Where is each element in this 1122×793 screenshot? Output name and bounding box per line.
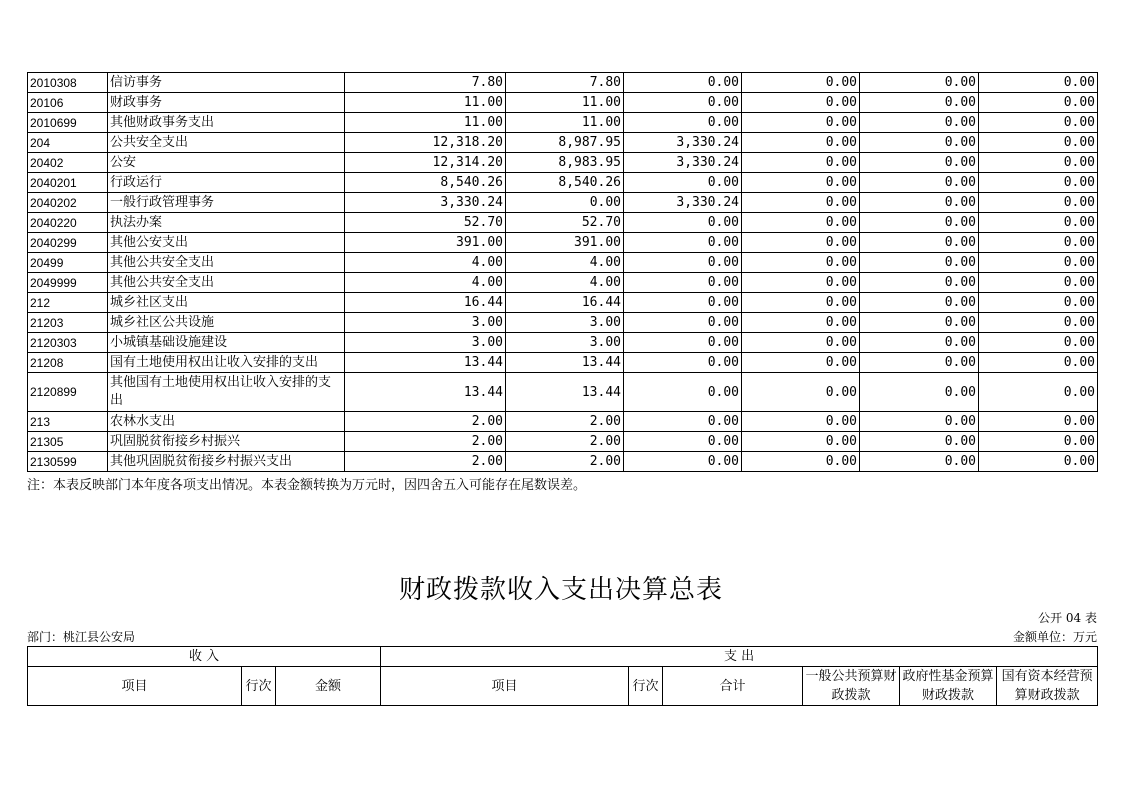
amount-cell: 0.00 [742, 293, 860, 313]
amount-cell: 3.00 [345, 313, 506, 333]
expense-total-header: 合计 [663, 667, 803, 706]
expense-header: 支 出 [381, 647, 1098, 667]
subject-code: 21203 [28, 313, 108, 333]
subject-name: 执法办案 [108, 213, 345, 233]
subject-code: 20499 [28, 253, 108, 273]
expense-item-header: 项目 [381, 667, 629, 706]
amount-cell: 0.00 [742, 432, 860, 452]
subject-name: 农林水支出 [108, 412, 345, 432]
amount-cell: 0.00 [742, 193, 860, 213]
income-item-header: 项目 [28, 667, 242, 706]
subject-name: 国有土地使用权出让收入安排的支出 [108, 353, 345, 373]
amount-cell: 0.00 [860, 353, 979, 373]
amount-cell: 3.00 [506, 333, 624, 353]
table-row [28, 313, 1098, 333]
amount-cell: 12,318.20 [345, 133, 506, 153]
amount-cell: 0.00 [742, 452, 860, 472]
amount-cell: 0.00 [742, 113, 860, 133]
amount-cell: 3,330.24 [624, 153, 742, 173]
subject-name: 其他公共安全支出 [108, 253, 345, 273]
amount-cell: 0.00 [742, 233, 860, 253]
state-capital-header: 国有资本经营预算财政拨款 [997, 667, 1098, 706]
amount-cell: 0.00 [624, 233, 742, 253]
amount-cell: 0.00 [624, 213, 742, 233]
amount-cell: 0.00 [860, 173, 979, 193]
subject-name: 一般行政管理事务 [108, 193, 345, 213]
subject-name: 其他巩固脱贫衔接乡村振兴支出 [108, 452, 345, 472]
amount-cell: 0.00 [979, 313, 1098, 333]
amount-cell: 0.00 [979, 373, 1098, 412]
amount-cell: 2.00 [345, 452, 506, 472]
subject-code: 2049999 [28, 273, 108, 293]
amount-cell: 4.00 [506, 273, 624, 293]
subject-code: 2010308 [28, 73, 108, 93]
amount-cell: 0.00 [860, 253, 979, 273]
amount-cell: 0.00 [979, 93, 1098, 113]
amount-cell: 0.00 [624, 333, 742, 353]
amount-cell: 0.00 [860, 193, 979, 213]
amount-cell: 0.00 [979, 213, 1098, 233]
table-row [28, 173, 1098, 193]
amount-unit-label: 金额单位：万元 [1012, 630, 1097, 644]
page-title: 财政拨款收入支出决算总表 [398, 575, 723, 605]
amount-cell: 0.00 [624, 313, 742, 333]
amount-cell: 0.00 [624, 293, 742, 313]
amount-cell: 0.00 [860, 313, 979, 333]
amount-cell: 13.44 [345, 373, 506, 412]
amount-cell: 0.00 [624, 93, 742, 113]
general-budget-header: 一般公共预算财政拨款 [803, 667, 900, 706]
amount-cell: 0.00 [979, 133, 1098, 153]
table-row [28, 73, 1098, 93]
subject-name: 公共安全支出 [108, 133, 345, 153]
amount-cell: 0.00 [742, 253, 860, 273]
amount-cell: 0.00 [624, 432, 742, 452]
amount-cell: 0.00 [624, 253, 742, 273]
amount-cell: 11.00 [345, 93, 506, 113]
amount-cell: 0.00 [742, 333, 860, 353]
amount-cell: 0.00 [979, 412, 1098, 432]
amount-cell: 0.00 [979, 153, 1098, 173]
amount-cell: 7.80 [345, 73, 506, 93]
form-number: 公开 04 表 [1038, 611, 1097, 625]
amount-cell: 391.00 [506, 233, 624, 253]
amount-cell: 3,330.24 [345, 193, 506, 213]
amount-cell: 0.00 [979, 193, 1098, 213]
subject-code: 204 [28, 133, 108, 153]
subject-code: 2010699 [28, 113, 108, 133]
amount-cell: 2.00 [506, 412, 624, 432]
subject-name: 小城镇基础设施建设 [108, 333, 345, 353]
table-row [28, 213, 1098, 233]
amount-cell: 16.44 [345, 293, 506, 313]
amount-cell: 0.00 [979, 293, 1098, 313]
amount-cell: 0.00 [979, 353, 1098, 373]
amount-cell: 0.00 [860, 133, 979, 153]
table-row [28, 333, 1098, 353]
table-row [28, 293, 1098, 313]
amount-cell: 3,330.24 [624, 133, 742, 153]
amount-cell: 0.00 [979, 452, 1098, 472]
table-row [28, 133, 1098, 153]
amount-cell: 2.00 [506, 452, 624, 472]
subject-code: 20402 [28, 153, 108, 173]
subject-name: 其他公安支出 [108, 233, 345, 253]
amount-cell: 0.00 [860, 113, 979, 133]
table-row [28, 253, 1098, 273]
amount-cell: 0.00 [860, 93, 979, 113]
subject-name: 巩固脱贫衔接乡村振兴 [108, 432, 345, 452]
amount-cell: 0.00 [860, 452, 979, 472]
subject-code: 2040201 [28, 173, 108, 193]
amount-cell: 0.00 [860, 213, 979, 233]
amount-cell: 0.00 [979, 333, 1098, 353]
amount-cell: 0.00 [860, 412, 979, 432]
amount-cell: 0.00 [742, 313, 860, 333]
table-row [28, 233, 1098, 253]
subject-code: 213 [28, 412, 108, 432]
table-row [28, 353, 1098, 373]
amount-cell: 0.00 [742, 213, 860, 233]
income-header: 收 入 [28, 647, 381, 667]
subject-name: 其他财政事务支出 [108, 113, 345, 133]
amount-cell: 13.44 [506, 373, 624, 412]
amount-cell: 0.00 [742, 412, 860, 432]
table-row [28, 273, 1098, 293]
table-row [28, 153, 1098, 173]
amount-cell: 11.00 [506, 93, 624, 113]
subject-code: 20106 [28, 93, 108, 113]
amount-cell: 0.00 [979, 113, 1098, 133]
amount-cell: 0.00 [742, 153, 860, 173]
expense-line-header: 行次 [629, 667, 663, 706]
subject-code: 21208 [28, 353, 108, 373]
amount-cell: 0.00 [979, 273, 1098, 293]
subject-name: 财政事务 [108, 93, 345, 113]
table-row [28, 193, 1098, 213]
amount-cell: 0.00 [979, 173, 1098, 193]
amount-cell: 52.70 [345, 213, 506, 233]
amount-cell: 0.00 [742, 273, 860, 293]
amount-cell: 0.00 [506, 193, 624, 213]
amount-cell: 0.00 [860, 153, 979, 173]
amount-cell: 4.00 [345, 273, 506, 293]
amount-cell: 0.00 [624, 412, 742, 432]
amount-cell: 7.80 [506, 73, 624, 93]
amount-cell: 0.00 [860, 273, 979, 293]
subject-code: 212 [28, 293, 108, 313]
amount-cell: 13.44 [345, 353, 506, 373]
subject-name: 行政运行 [108, 173, 345, 193]
subject-name: 城乡社区支出 [108, 293, 345, 313]
subject-name: 其他国有土地使用权出让收入安排的支出 [108, 373, 345, 412]
amount-cell: 0.00 [742, 73, 860, 93]
amount-cell: 0.00 [624, 452, 742, 472]
amount-cell: 0.00 [860, 373, 979, 412]
amount-cell: 8,987.95 [506, 133, 624, 153]
amount-cell: 0.00 [624, 73, 742, 93]
subject-name: 信访事务 [108, 73, 345, 93]
department-label: 部门：桃江县公安局 [27, 630, 136, 644]
amount-cell: 0.00 [979, 73, 1098, 93]
amount-cell: 0.00 [860, 233, 979, 253]
subject-name: 城乡社区公共设施 [108, 313, 345, 333]
subject-code: 2040299 [28, 233, 108, 253]
amount-cell: 3,330.24 [624, 193, 742, 213]
income-line-header: 行次 [242, 667, 276, 706]
amount-cell: 2.00 [506, 432, 624, 452]
amount-cell: 0.00 [742, 133, 860, 153]
amount-cell: 12,314.20 [345, 153, 506, 173]
subject-code: 2130599 [28, 452, 108, 472]
amount-cell: 0.00 [860, 333, 979, 353]
amount-cell: 52.70 [506, 213, 624, 233]
amount-cell: 3.00 [345, 333, 506, 353]
amount-cell: 8,540.26 [506, 173, 624, 193]
table-row [28, 432, 1098, 452]
amount-cell: 0.00 [742, 353, 860, 373]
expenditure-detail-table [27, 72, 1098, 472]
amount-cell: 11.00 [345, 113, 506, 133]
table-row [28, 93, 1098, 113]
table-note: 注：本表反映部门本年度各项支出情况。本表金额转换为万元时，因四舍五入可能存在尾数误差。 [27, 478, 587, 493]
amount-cell: 0.00 [979, 253, 1098, 273]
amount-cell: 3.00 [506, 313, 624, 333]
amount-cell: 0.00 [979, 432, 1098, 452]
amount-cell: 0.00 [860, 73, 979, 93]
table-row [28, 113, 1098, 133]
amount-cell: 0.00 [860, 293, 979, 313]
amount-cell: 0.00 [624, 173, 742, 193]
table-row [28, 373, 1098, 412]
amount-cell: 16.44 [506, 293, 624, 313]
subject-code: 2120303 [28, 333, 108, 353]
amount-cell: 0.00 [624, 273, 742, 293]
subject-name: 其他公共安全支出 [108, 273, 345, 293]
gov-fund-header: 政府性基金预算财政拨款 [900, 667, 997, 706]
amount-cell: 0.00 [624, 113, 742, 133]
amount-cell: 0.00 [742, 173, 860, 193]
amount-cell: 8,540.26 [345, 173, 506, 193]
amount-cell: 4.00 [345, 253, 506, 273]
amount-cell: 391.00 [345, 233, 506, 253]
amount-cell: 0.00 [624, 353, 742, 373]
amount-cell: 11.00 [506, 113, 624, 133]
subject-code: 2120899 [28, 373, 108, 412]
subject-code: 21305 [28, 432, 108, 452]
subject-name: 公安 [108, 153, 345, 173]
subject-code: 2040220 [28, 213, 108, 233]
amount-cell: 8,983.95 [506, 153, 624, 173]
amount-cell: 2.00 [345, 412, 506, 432]
amount-cell: 4.00 [506, 253, 624, 273]
amount-cell: 0.00 [624, 373, 742, 412]
amount-cell: 13.44 [506, 353, 624, 373]
amount-cell: 0.00 [860, 432, 979, 452]
amount-cell: 2.00 [345, 432, 506, 452]
income-amount-header: 金额 [276, 667, 381, 706]
subject-code: 2040202 [28, 193, 108, 213]
amount-cell: 0.00 [742, 373, 860, 412]
fiscal-summary-table [27, 646, 1098, 706]
table-row [28, 452, 1098, 472]
table-row [28, 412, 1098, 432]
amount-cell: 0.00 [742, 93, 860, 113]
amount-cell: 0.00 [979, 233, 1098, 253]
